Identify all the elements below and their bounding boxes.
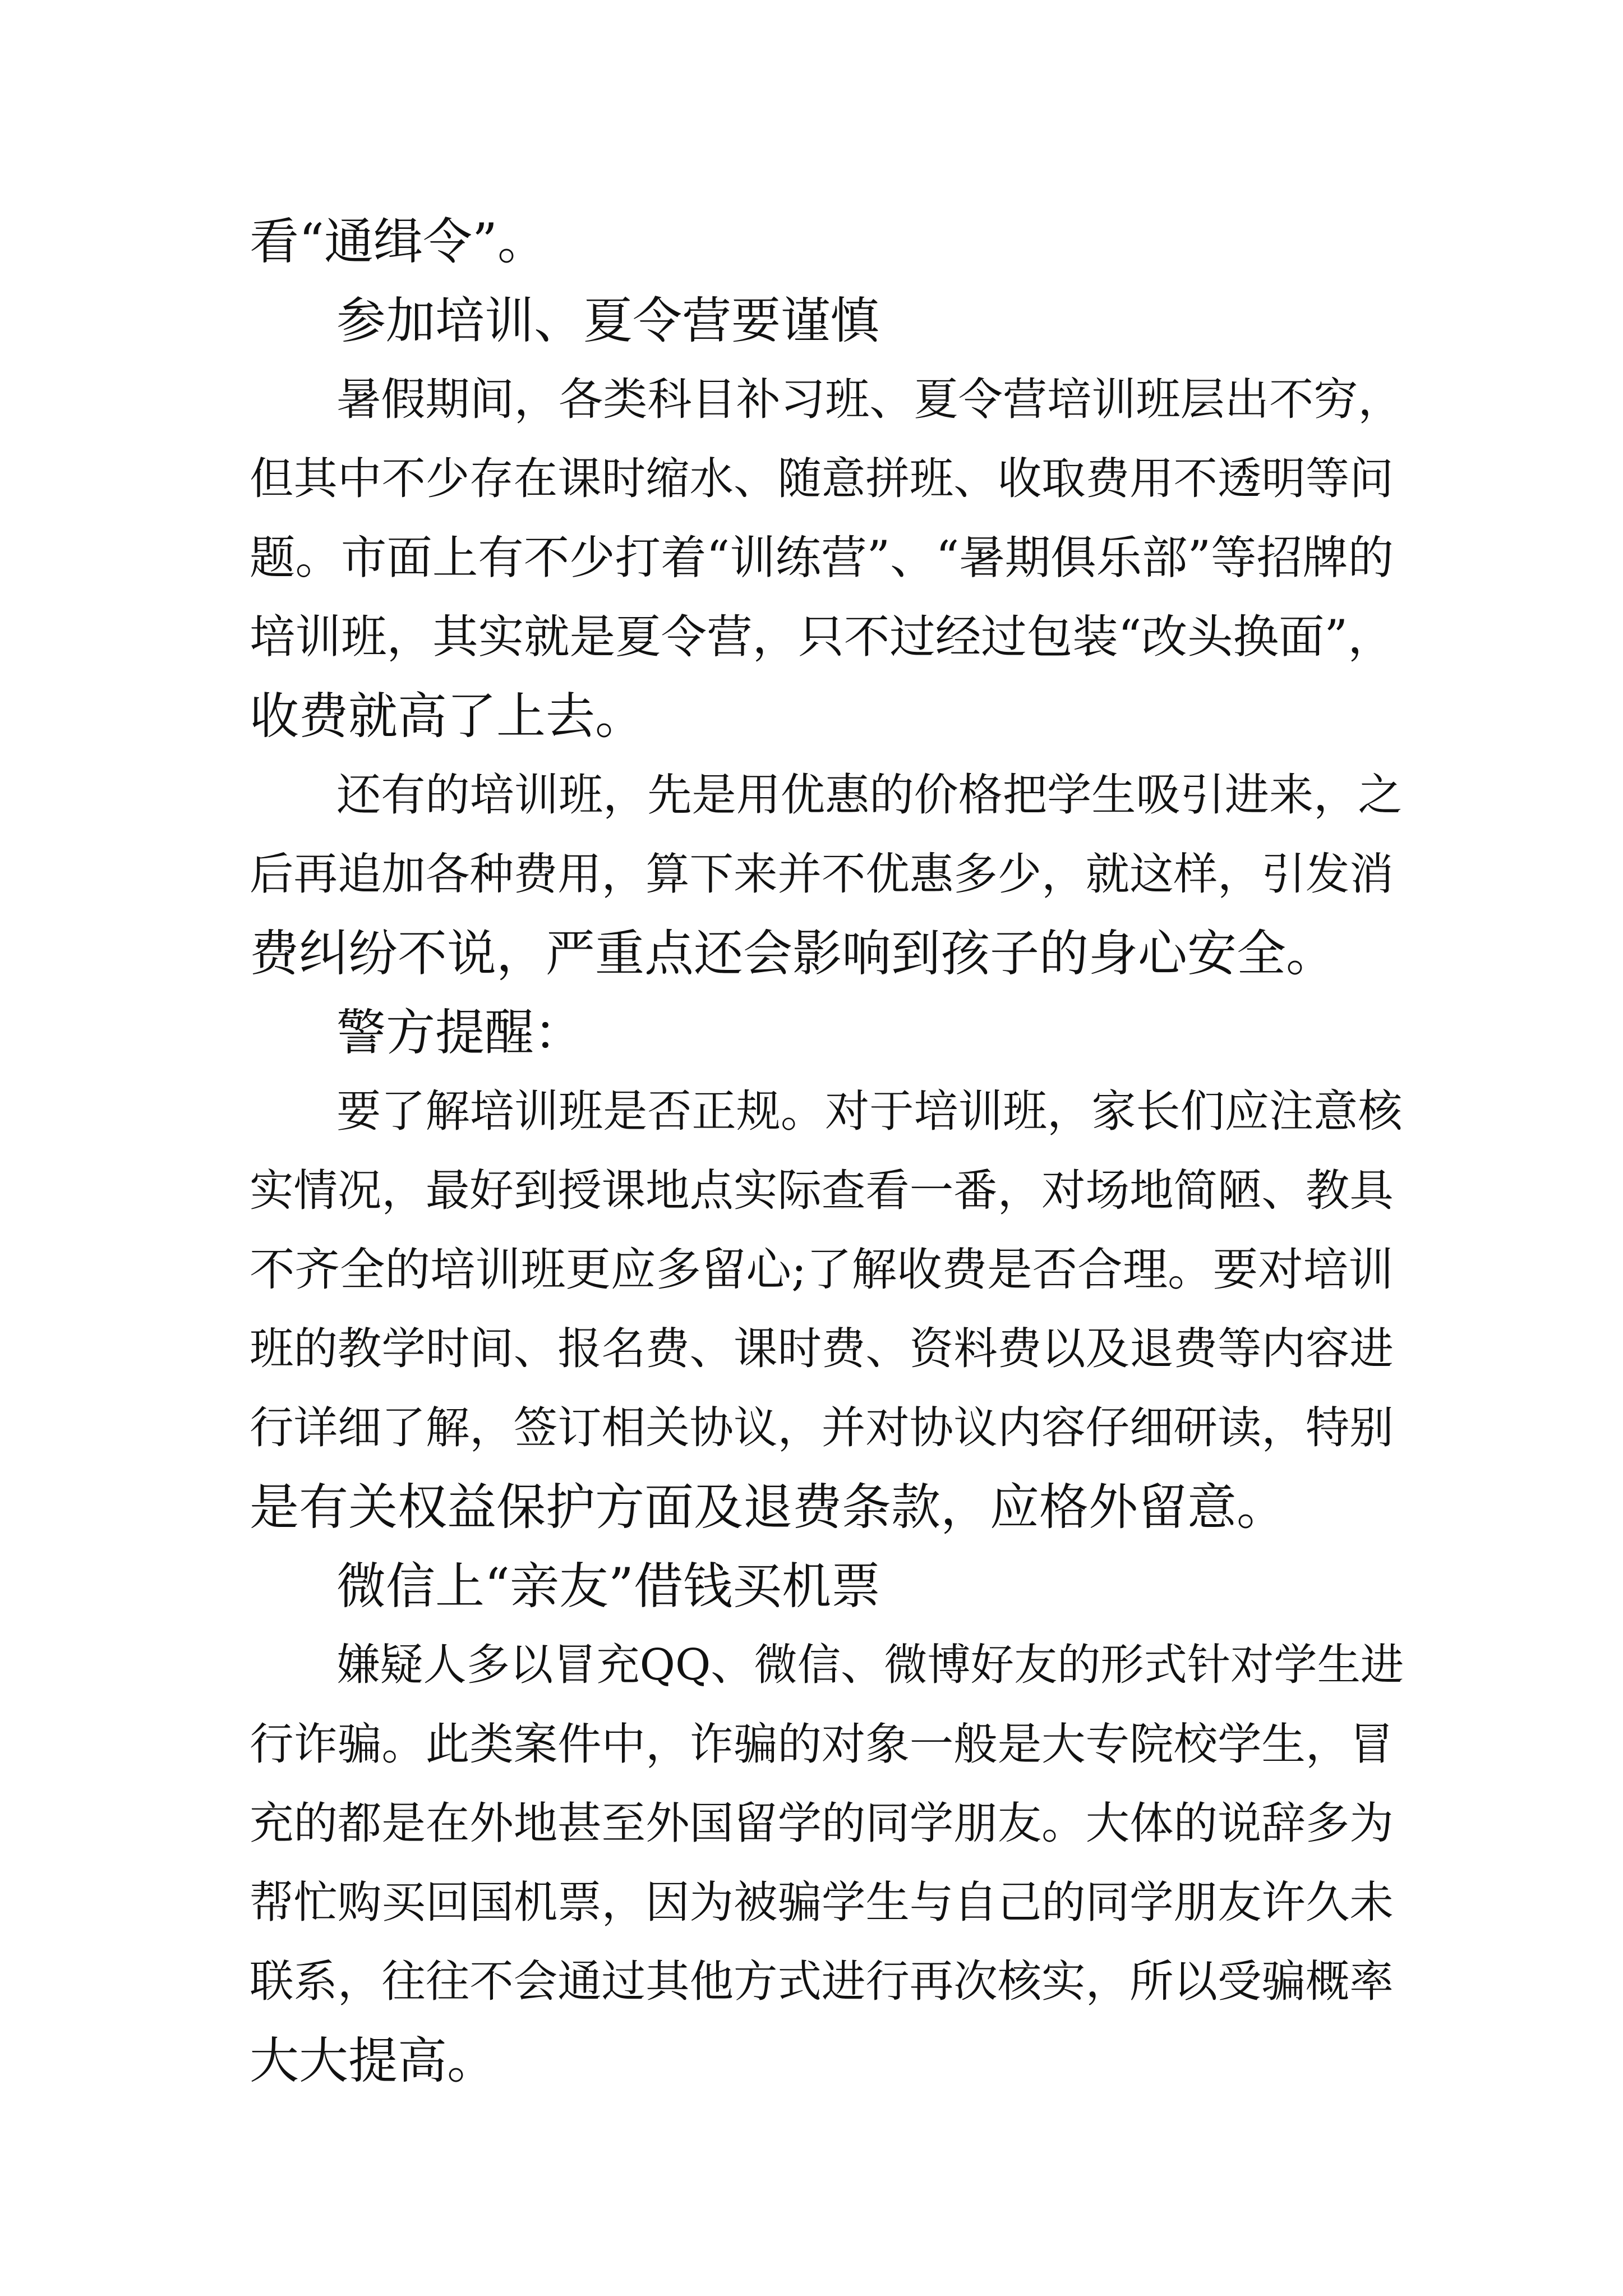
text-line: 是有关权益保护方面及退费条款，应格外留意。 bbox=[250, 1478, 1287, 1536]
section-heading-wechat-ticket: 微信上“亲友”借钱买机票 bbox=[336, 1557, 880, 1615]
text-line: 看“通缉令”。 bbox=[250, 213, 547, 270]
text-line: 题 。 市 面 上 有 不 少 打 着 “ 训 练 营 ” 、 “ 暑 期 俱 乐 部 ” 等 招 牌 的 bbox=[250, 531, 1394, 585]
text-line: 大大提高。 bbox=[250, 2032, 497, 2090]
document-body bbox=[250, 202, 1404, 2100]
section-heading-police-reminder: 警方提醒： bbox=[336, 1004, 584, 1061]
section-heading-training-camp: 参加培训、夏令营要谨慎 bbox=[336, 292, 880, 349]
text-line: 但 其 中 不 少 存 在 课 时 缩 水 、 随 意 拼 班 、 收 取 费 用 不 透 明 等 问 bbox=[250, 453, 1394, 504]
text-line: 不 齐 全 的 培 训 班 更 应 多 留 心 ; 了 解 收 费 是 否 合 理 。 要 对 培 训 bbox=[250, 1243, 1394, 1296]
text-line: 后 再 追 加 各 种 费 用 ， 算 下 来 并 不 优 惠 多 少 ， 就 这 样 ， 引 发 消 bbox=[250, 848, 1394, 900]
text-line: 行 诈 骗 。 此 类 案 件 中 ， 诈 骗 的 对 象 一 般 是 大 专 院 校 学 生 ， 冒 bbox=[250, 1718, 1394, 1770]
text-line: 收费就高了上去。 bbox=[250, 687, 645, 745]
text-line: 充 的 都 是 在 外 地 甚 至 外 国 留 学 的 同 学 朋 友 。 大 体 的 说 辞 多 为 bbox=[250, 1797, 1394, 1849]
text-line: 联 系 ， 往 往 不 会 通 过 其 他 方 式 进 行 再 次 核 实 ， 所 以 受 骗 概 率 bbox=[250, 1955, 1394, 2007]
text-line: 暑 假 期 间 ， 各 类 科 目 补 习 班 、 夏 令 营 培 训 班 层 出 不 穷 ， bbox=[336, 374, 1403, 425]
text-line: 实 情 况 ， 最 好 到 授 课 地 点 实 际 查 看 一 番 ， 对 场 地 简 陋 、 教 具 bbox=[250, 1165, 1394, 1216]
text-line: 费纠纷不说，严重点还会影响到孩子的身心安全。 bbox=[250, 924, 1336, 982]
text-line: 要 了 解 培 训 班 是 否 正 规 。 对 于 培 训 班 ， 家 长 们 应 注 意 核 bbox=[336, 1085, 1403, 1137]
text-line: 嫌 疑 人 多 以 冒 充 Q Q 、 微 信 、 微 博 好 友 的 形 式 针 对 学 生 进 bbox=[336, 1640, 1404, 1690]
text-line: 培 训 班 ， 其 实 就 是 夏 令 营 ， 只 不 过 经 过 包 装 “ 改 头 换 面 ” ， bbox=[250, 610, 1394, 664]
text-line: 帮 忙 购 买 回 国 机 票 ， 因 为 被 骗 学 生 与 自 己 的 同 学 朋 友 许 久 未 bbox=[250, 1876, 1394, 1928]
text-line: 还 有 的 培 训 班 ， 先 是 用 优 惠 的 价 格 把 学 生 吸 引 进 来 ， 之 bbox=[336, 769, 1403, 821]
text-line: 行 详 细 了 解 ， 签 订 相 关 协 议 ， 并 对 协 议 内 容 仔 细 研 读 ， 特 别 bbox=[250, 1402, 1394, 1453]
text-line: 班 的 教 学 时 间 、 报 名 费 、 课 时 费 、 资 料 费 以 及 退 费 等 内 容 进 bbox=[250, 1323, 1394, 1374]
